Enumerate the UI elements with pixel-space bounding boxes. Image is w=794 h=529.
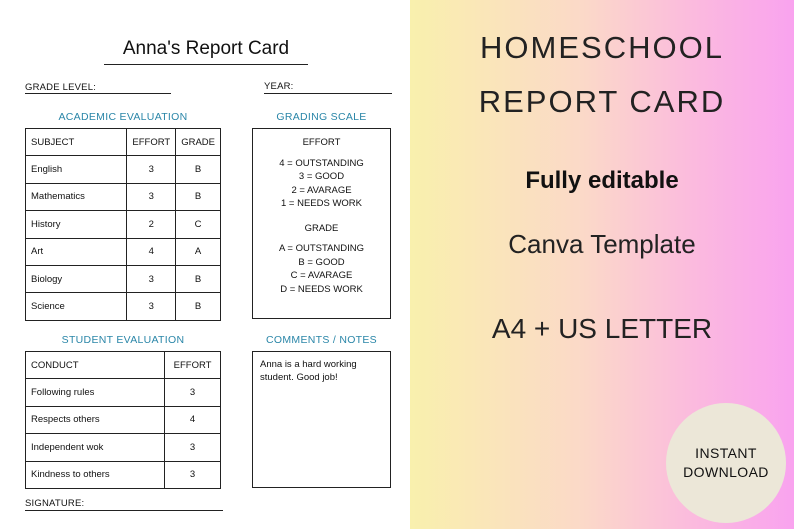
table-cell[interactable]: Biology <box>26 265 127 292</box>
table-cell[interactable]: History <box>26 211 127 238</box>
grade-level-line <box>25 93 171 94</box>
student-evaluation-heading: STUDENT EVALUATION <box>61 334 185 346</box>
scale-item: D = NEEDS WORK <box>280 283 363 295</box>
badge-line-1: INSTANT <box>695 445 757 461</box>
grade-level-label: GRADE LEVEL: <box>25 82 97 93</box>
column-header: CONDUCT <box>26 352 165 379</box>
academic-evaluation-heading: ACADEMIC EVALUATION <box>58 111 188 123</box>
table-cell[interactable]: 3 <box>165 379 221 406</box>
table-row <box>26 183 221 210</box>
table-cell[interactable]: B <box>176 183 221 210</box>
effort-scale-list <box>253 157 390 211</box>
badge-line-2: DOWNLOAD <box>683 464 769 480</box>
table-cell[interactable]: Independent wok <box>26 434 165 461</box>
table-cell[interactable]: Mathematics <box>26 183 127 210</box>
table-cell[interactable]: B <box>176 265 221 292</box>
table-cell[interactable]: Following rules <box>26 379 165 406</box>
signature-label: SIGNATURE: <box>25 498 85 509</box>
column-header: EFFORT <box>165 352 221 379</box>
table-header-row <box>26 129 221 156</box>
scale-item: C = AVARAGE <box>290 270 353 281</box>
table-header-row <box>26 352 221 379</box>
comments-heading: COMMENTS / NOTES <box>266 334 377 346</box>
instant-download-badge <box>666 403 786 523</box>
promo-headline-2: REPORT CARD <box>478 84 726 119</box>
promo-headline-1: HOMESCHOOL <box>480 30 724 65</box>
table-cell[interactable]: C <box>176 211 221 238</box>
scale-item: 2 = AVARAGE <box>291 184 352 196</box>
grade-scale-list <box>253 242 390 296</box>
table-cell[interactable]: Respects others <box>26 406 165 433</box>
year-line <box>264 93 392 94</box>
report-title: Anna's Report Card <box>122 38 290 59</box>
table-cell[interactable]: 3 <box>127 183 176 210</box>
grading-scale-heading: GRADING SCALE <box>276 111 367 123</box>
table-cell[interactable]: 3 <box>127 293 176 320</box>
table-row <box>26 461 221 488</box>
scale-item: 3 = GOOD <box>298 171 345 182</box>
comments-box[interactable] <box>252 351 391 488</box>
promo-canva-template: Canva Template <box>508 229 696 259</box>
table-cell[interactable]: B <box>176 293 221 320</box>
promo-paper-sizes: A4 + US LETTER <box>491 313 713 344</box>
table-cell[interactable]: 3 <box>165 461 221 488</box>
year-label: YEAR: <box>264 81 294 92</box>
promo-panel <box>410 0 794 529</box>
table-cell[interactable]: 4 <box>127 238 176 265</box>
column-header: EFFORT <box>127 129 176 156</box>
table-cell[interactable]: 3 <box>127 265 176 292</box>
signature-line <box>25 510 223 511</box>
table-row <box>26 293 221 320</box>
title-underline <box>104 64 308 65</box>
grade-scale-heading: GRADE <box>304 222 339 234</box>
table-row <box>26 406 221 433</box>
table-row <box>26 434 221 461</box>
table-row <box>26 211 221 238</box>
table-cell[interactable]: 2 <box>127 211 176 238</box>
scale-item: A = OUTSTANDING <box>278 243 365 254</box>
comments-text: Anna is a hard working student. Good job! <box>260 359 357 383</box>
table-cell[interactable]: English <box>26 156 127 183</box>
table-row <box>26 379 221 406</box>
table-cell[interactable]: 4 <box>165 406 221 433</box>
grading-scale-box <box>252 128 391 319</box>
column-header: GRADE <box>176 129 221 156</box>
effort-scale-heading: EFFORT <box>302 137 341 148</box>
table-cell[interactable]: A <box>176 238 221 265</box>
student-table <box>25 351 221 489</box>
table-row <box>26 156 221 183</box>
scale-item: 4 = OUTSTANDING <box>279 157 364 169</box>
scale-item: B = GOOD <box>298 256 345 268</box>
academic-table <box>25 128 221 321</box>
table-cell[interactable]: 3 <box>127 156 176 183</box>
table-cell[interactable]: 3 <box>165 434 221 461</box>
table-cell[interactable]: Science <box>26 293 127 320</box>
table-cell[interactable]: B <box>176 156 221 183</box>
column-header: SUBJECT <box>26 129 127 156</box>
table-cell[interactable]: Kindness to others <box>26 461 165 488</box>
table-row <box>26 238 221 265</box>
promo-fully-editable: Fully editable <box>525 167 679 194</box>
table-row <box>26 265 221 292</box>
scale-item: 1 = NEEDS WORK <box>280 198 363 209</box>
table-cell[interactable]: Art <box>26 238 127 265</box>
